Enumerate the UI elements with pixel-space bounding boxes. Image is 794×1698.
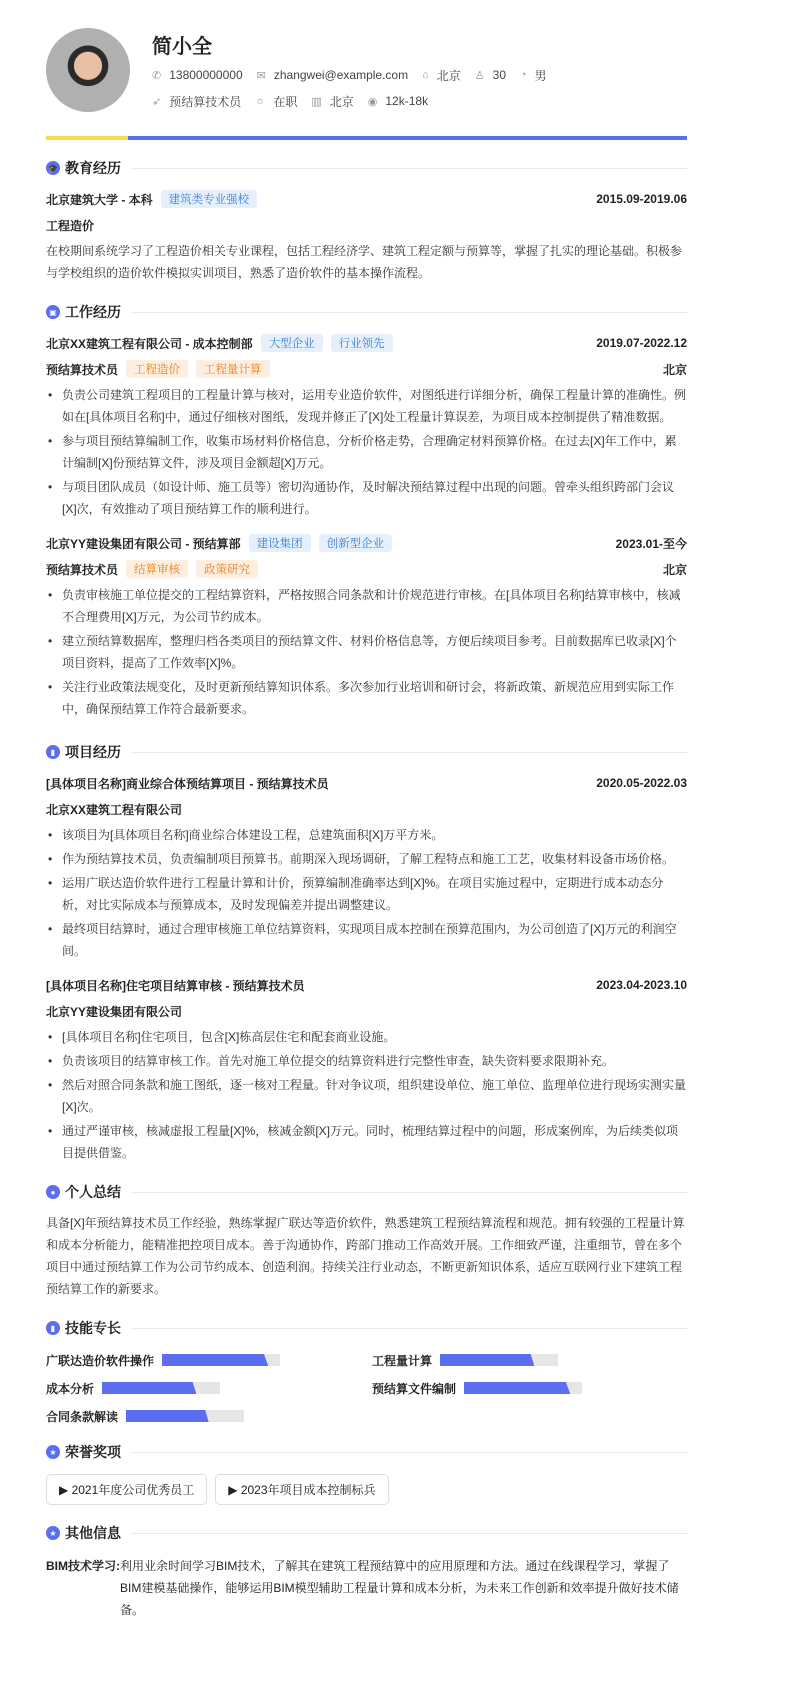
date: 2020.05-2022.03 [596, 776, 687, 790]
send-icon: ➶ [152, 95, 162, 108]
user-icon: ● [46, 1185, 60, 1199]
city: 北京 [662, 362, 687, 377]
section-title: 其他信息 [65, 1525, 121, 1541]
skill-bar [102, 1382, 220, 1394]
section-summary [46, 1182, 687, 1202]
gender: 男 [534, 68, 547, 83]
mail-icon: ✉ [256, 69, 266, 82]
section-awards [46, 1442, 687, 1462]
skill-bar [440, 1354, 558, 1366]
gender-icon: ◔ [520, 69, 527, 81]
award-icon: ★ [46, 1445, 60, 1459]
project-org: 北京YY建设集团有限公司 [46, 1004, 183, 1019]
date: 2023.04-2023.10 [596, 978, 687, 992]
tag: 创新型企业 [319, 534, 393, 552]
section-title: 工作经历 [65, 304, 121, 320]
header [46, 28, 687, 112]
company: 北京XX建筑工程有限公司 - 成本控制部 [46, 336, 253, 351]
status: 在职 [273, 94, 298, 109]
skill-bar [162, 1354, 280, 1366]
target-city: 北京 [329, 94, 354, 109]
list-item: • 建立预结算数据库，整理归档各类项目的预结算文件、材料价格信息等，方便后续项目参考。目前数据库已收录[X]个项目资料，提高了工作效率[X]%。 [46, 630, 687, 674]
skill-name: 成本分析 [46, 1381, 95, 1396]
section-other [46, 1523, 687, 1543]
tag: 建设集团 [249, 534, 311, 552]
chart-icon: ▮ [46, 745, 60, 759]
age: 30 [492, 68, 507, 82]
building-icon: ▥ [311, 95, 322, 108]
play-icon: ▶ [59, 1483, 72, 1497]
list-item: • 作为预结算技术员，负责编制项目预算书。前期深入现场调研，了解工程特点和施工工艺，收集材料设备市场价格。 [46, 848, 687, 870]
section-education [46, 158, 687, 178]
briefcase-icon: ▣ [46, 305, 60, 319]
tag: 大型企业 [261, 334, 323, 352]
list-item: • 关注行业政策法规变化，及时更新预结算知识体系。多次参加行业培训和研讨会，将新政策、新规范应用到实际工作中，确保预结算工作符合最新要求。 [46, 676, 687, 720]
skill-name: 广联达造价软件操作 [46, 1353, 155, 1368]
list-item: • 参与项目预结算编制工作，收集市场材料价格信息，分析价格走势，合理确定材料预算价格。在过去[X]年工作中，累计编制[X]份预结算文件，涉及项目金额超[X]万元。 [46, 430, 687, 474]
project-name: [具体项目名称]商业综合体预结算项目 - 预结算技术员 [46, 776, 329, 791]
list-item: • 然后对照合同条款和施工图纸，逐一核对工程量。针对争议项，组织建设单位、施工单位、监理单位进行现场实测实量[X]次。 [46, 1074, 687, 1118]
resume [46, 28, 687, 1621]
phone-icon: ✆ [152, 69, 162, 82]
tag: 建筑类专业强校 [161, 190, 258, 208]
avatar [46, 28, 130, 112]
skill-item [46, 1408, 372, 1424]
award-item: ▶ 2023年项目成本控制标兵 [215, 1474, 388, 1505]
project-org: 北京XX建筑工程有限公司 [46, 802, 183, 817]
section-title: 教育经历 [65, 160, 121, 176]
skill-item [46, 1380, 372, 1396]
list-item: • 最终项目结算时，通过合理审核施工单位结算资料，实现项目成本控制在预算范围内，为公司创造了[X]万元的利润空间。 [46, 918, 687, 962]
candidate-name: 简小全 [152, 36, 212, 58]
skill-tag: 工程造价 [126, 360, 188, 378]
skill-name: 预结算文件编制 [372, 1381, 457, 1396]
section-work [46, 302, 687, 322]
section-projects [46, 742, 687, 762]
award-item: ▶ 2021年度公司优秀员工 [46, 1474, 207, 1505]
skill-bar [126, 1410, 244, 1422]
list-item: • 该项目为[具体项目名称]商业综合体建设工程，总建筑面积[X]万平方米。 [46, 824, 687, 846]
other-text: 利用业余时间学习BIM技术，了解其在建筑工程预结算中的应用原理和方法。通过在线课程学习，掌握了BIM建模基础操作，能够运用BIM模型辅助工程量计算和成本分析，为未来工作创新和效率提升做好技术储备。 [120, 1559, 679, 1617]
bar-chart-icon: ▮ [46, 1321, 60, 1335]
position: 预结算技术员 [169, 94, 242, 109]
skill-name: 工程量计算 [372, 1353, 433, 1368]
section-skills [46, 1318, 687, 1338]
city: 北京 [662, 562, 687, 577]
list-item: • 负责该项目的结算审核工作。首先对施工单位提交的结算资料进行完整性审查，缺失资料要求限期补充。 [46, 1050, 687, 1072]
date: 2015.09-2019.06 [596, 192, 687, 206]
list-item: • 负责审核施工单位提交的工程结算资料，严格按照合同条款和计价规范进行审核。在[具体项目名称]结算审核中，核减不合理费用[X]万元，为公司节约成本。 [46, 584, 687, 628]
home-icon: ⌂ [422, 69, 429, 81]
education-icon: 🎓 [46, 161, 60, 175]
list-item: • [具体项目名称]住宅项目，包含[X]栋高层住宅和配套商业设施。 [46, 1026, 687, 1048]
education-desc: 在校期间系统学习了工程造价相关专业课程，包括工程经济学、建筑工程定额与预算等，掌握了扎实的理论基础。积极参与学校组织的造价软件模拟实训项目，熟悉了造价软件的基本操作流程。 [46, 244, 683, 280]
skill-item [372, 1352, 687, 1368]
skill-tag: 政策研究 [196, 560, 258, 578]
major: 工程造价 [46, 218, 95, 233]
role: 预结算技术员 [46, 362, 119, 377]
work-item [46, 330, 687, 520]
play-icon: ▶ [228, 1483, 241, 1497]
other-label: BIM技术学习: [46, 1559, 120, 1573]
phone: 13800000000 [169, 68, 243, 82]
status-icon: ☼ [255, 95, 266, 107]
age-icon: ♙ [474, 69, 485, 82]
list-item: • 运用广联达造价软件进行工程量计算和计价，预算编制准确率达到[X]%。在项目实施过程中，定期进行成本动态分析，对比实际成本与预算成本，及时发现偏差并提出调整建议。 [46, 872, 687, 916]
summary-text: 具备[X]年预结算技术员工作经验，熟练掌握广联达等造价软件，熟悉建筑工程预结算流程和规范。拥有较强的工程量计算和成本分析能力，能精准把控项目成本。善于沟通协作，跨部门推动工作高效开展。工作细致严谨，注重细节，曾在多个项目中通过预结算工作为公司节约成本、创造利润。持续关注行业动态，不断更新知识体系，适应互联网行业下建筑工程预结算工作的新要求。 [46, 1216, 685, 1296]
header-divider [46, 136, 687, 140]
list-item: • 负责公司建筑工程项目的工程量计算与核对，运用专业造价软件，对图纸进行详细分析，确保工程量计算的准确性。例如在[具体项目名称]中，通过仔细核对图纸，发现并修正了[X]处工程量计算误差，为项目成本控制提供了精准数据。 [46, 384, 687, 428]
work-item [46, 530, 687, 720]
salary: 12k-18k [385, 94, 429, 108]
section-title: 个人总结 [65, 1184, 121, 1200]
section-title: 荣誉奖项 [65, 1444, 121, 1460]
date: 2023.01-至今 [615, 536, 687, 551]
list-item: • 与项目团队成员（如设计师、施工员等）密切沟通协作，及时解决预结算过程中出现的问题。曾牵头组织跨部门会议[X]次，有效推动了项目预结算工作的顺利进行。 [46, 476, 687, 520]
skill-tag: 结算审核 [126, 560, 188, 578]
role: 预结算技术员 [46, 562, 119, 577]
date: 2019.07-2022.12 [596, 336, 687, 350]
section-title: 项目经历 [65, 744, 121, 760]
company: 北京YY建设集团有限公司 - 预结算部 [46, 536, 241, 551]
section-title: 技能专长 [65, 1320, 121, 1336]
salary-icon: ◉ [367, 95, 378, 108]
school: 北京建筑大学 - 本科 [46, 192, 153, 207]
info-icon: ★ [46, 1526, 60, 1540]
list-item: • 通过严谨审核，核减虚报工程量[X]%，核减金额[X]万元。同时，梳理结算过程中的问题，形成案例库，为后续类似项目提供借鉴。 [46, 1120, 687, 1164]
project-item [46, 770, 687, 962]
tag: 行业领先 [331, 334, 393, 352]
skill-tag: 工程量计算 [196, 360, 270, 378]
skill-item [372, 1380, 687, 1396]
skill-bar [464, 1382, 582, 1394]
project-item [46, 972, 687, 1164]
project-name: [具体项目名称]住宅项目结算审核 - 预结算技术员 [46, 978, 305, 993]
city: 北京 [436, 68, 461, 83]
skill-name: 合同条款解读 [46, 1409, 119, 1424]
skill-item [46, 1352, 372, 1368]
email: zhangwei@example.com [273, 68, 409, 82]
